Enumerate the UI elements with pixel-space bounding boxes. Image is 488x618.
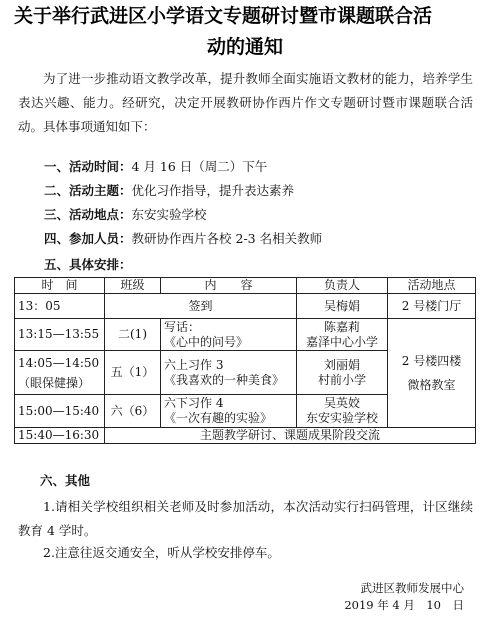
row2-person	[297, 319, 388, 351]
row3-time-line1: 14:05—14:50	[18, 355, 100, 370]
table-row	[15, 294, 476, 319]
row2-content	[161, 319, 297, 351]
header-content: 内 容	[161, 278, 297, 294]
row3-content-line2: 《我喜欢的一种美食》	[164, 372, 285, 387]
intro-paragraph: 为了进一步推动语文教学改革，提升教师全面实施语文教材的能力，培养学生表达兴趣、能力。经研究，决定开展教研协作西片作文专题研讨暨市课题联合活动。具体事项通知如下：	[18, 71, 473, 134]
row2-time: 13:15—13:55	[15, 319, 105, 351]
other-paragraph-2: 2.注意往返交通安全，听从学校安排停车。	[43, 545, 280, 560]
row4-time: 15:00—15:40	[15, 395, 105, 428]
other-heading-text: 六、其他	[40, 473, 91, 488]
row1-person: 吴梅娟	[297, 294, 388, 319]
header-time: 时 间	[15, 278, 105, 294]
row5-content: 主题教学研讨、课题成果阶段交流	[105, 428, 476, 444]
notice-title-line2: 动的通知	[206, 36, 283, 58]
location-line1: 2 号楼四楼	[401, 354, 462, 368]
row2-person-line2: 嘉泽中心小学	[305, 334, 378, 349]
item-schedule	[44, 256, 132, 274]
row1-location: 2 号楼门厅	[388, 294, 476, 319]
item-time-value: 4 月 16 日（周二）下午	[131, 159, 268, 174]
row1-content: 签到	[105, 294, 297, 319]
row4-content-line2: 《一次有趣的实验》	[164, 411, 273, 425]
header-person: 负责人	[297, 278, 388, 294]
row3-content-line1: 六上习作 3	[164, 357, 224, 372]
row2-person-line1: 陈嘉莉	[323, 319, 360, 334]
row2-content-line2: 《心中的问号》	[164, 334, 249, 349]
notice-title-line1: 关于举行武进区小学语文专题研讨暨市课题联合活	[14, 5, 433, 27]
row2-class: 二(1)	[105, 319, 161, 351]
row3-time-line2: （眼保健操）	[18, 375, 91, 390]
row5-time: 15:40—16:30	[15, 428, 105, 444]
table-row	[15, 428, 476, 444]
row3-person-line2: 村前小学	[317, 372, 366, 387]
row3-content	[161, 351, 297, 395]
item-time	[44, 158, 267, 176]
location-merged	[388, 319, 476, 428]
item-time-label: 一、活动时间：	[44, 159, 132, 174]
item-participants-value: 教研协作西片各校 2-3 名相关教师	[131, 231, 323, 246]
other-paragraph-1: 1.请相关学校组织相关老师及时参加活动，本次活动实行扫码管理，计区继续教育 4 学时。	[18, 499, 473, 538]
row4-class: 六（6）	[105, 395, 161, 428]
location-line2: 微格教室	[407, 378, 456, 392]
row4-person-line2: 东安实验学校	[305, 411, 378, 425]
item-place-value: 东安实验学校	[131, 207, 207, 222]
row3-class: 五（1）	[105, 351, 161, 395]
row2-content-line1: 写话：	[164, 319, 201, 334]
row4-content-line1: 六下习作 4	[164, 396, 224, 410]
item-schedule-label: 五、具体安排：	[44, 257, 132, 272]
item-participants	[44, 230, 322, 248]
item-theme	[44, 182, 294, 200]
item-theme-value: 优化习作指导，提升表达素养	[131, 183, 295, 198]
other-heading	[40, 472, 90, 490]
signature-date: 2019 年 4 月 10 日	[344, 598, 464, 612]
table-header-row	[15, 278, 476, 294]
row4-person-line1: 吴英姣	[323, 396, 360, 410]
row3-time	[15, 351, 105, 395]
header-location: 活动地点	[388, 278, 476, 294]
row3-person-line1: 刘丽娟	[323, 357, 360, 372]
item-place-label: 三、活动地点：	[44, 207, 132, 222]
schedule-table	[14, 277, 476, 444]
row1-time: 13：05	[15, 294, 105, 319]
row4-content	[161, 395, 297, 428]
signature-org: 武进区教师发展中心	[360, 581, 464, 595]
item-theme-label: 二、活动主题：	[44, 183, 132, 198]
header-class: 班级	[105, 278, 161, 294]
table-row	[15, 319, 476, 351]
item-participants-label: 四、参加人员：	[44, 231, 132, 246]
item-place	[44, 206, 207, 224]
row4-person	[297, 395, 388, 428]
row3-person	[297, 351, 388, 395]
